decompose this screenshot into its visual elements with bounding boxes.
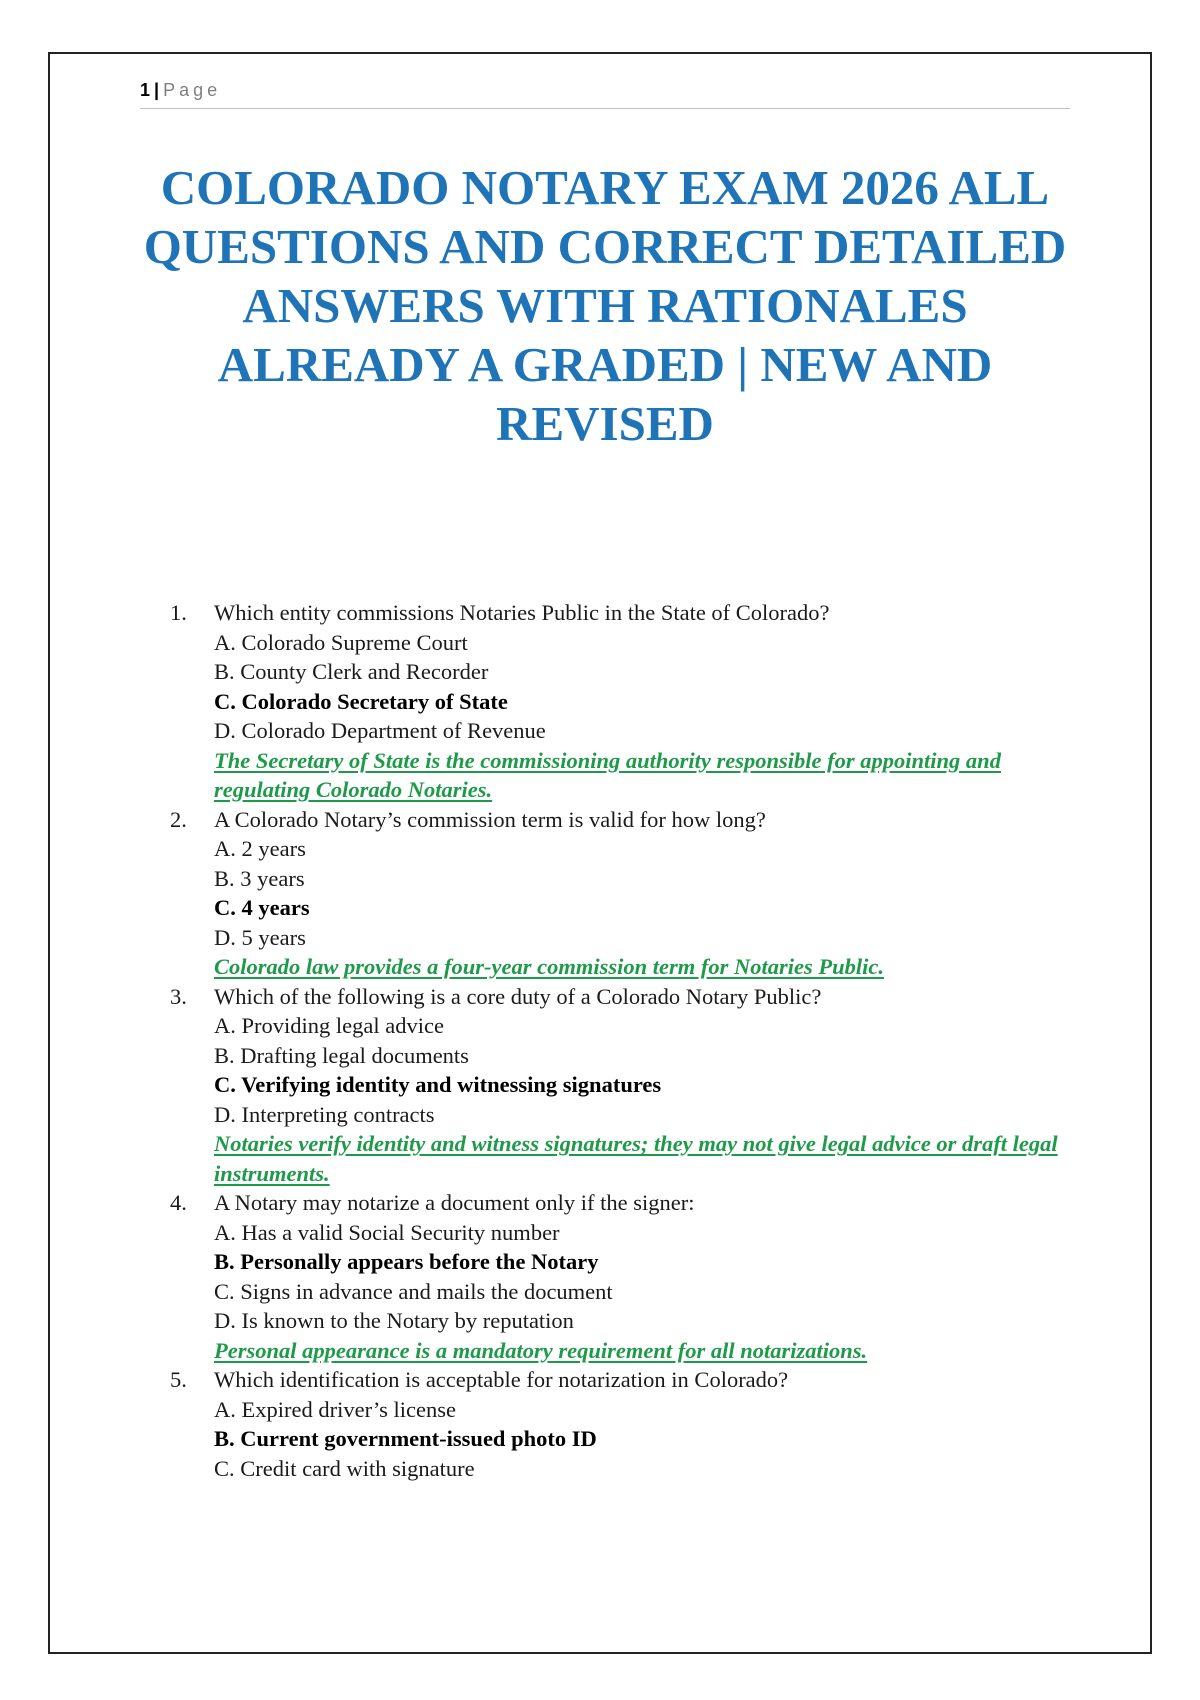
question-body xyxy=(214,1188,1070,1365)
question-text: A Colorado Notary’s commission term is valid for how long? xyxy=(214,806,766,832)
question-number: 4. xyxy=(170,1190,187,1215)
question-item xyxy=(170,1188,1070,1365)
correct-answer-option: C. Verifying identity and witnessing signatures xyxy=(214,1072,662,1097)
question-item xyxy=(170,1365,1070,1483)
question-item xyxy=(170,598,1070,805)
question-body xyxy=(214,1365,1070,1483)
question-list xyxy=(170,598,1070,1483)
correct-answer-option: C. 4 years xyxy=(214,895,310,920)
answer-option: D. Interpreting contracts xyxy=(214,1101,435,1127)
document-title: COLORADO NOTARY EXAM 2026 ALL QUESTIONS AND CORRECT DETAILED ANSWERS WITH RATIONALES ALREADY A GRADED | NEW AND REVISED xyxy=(143,160,1067,451)
answer-rationale: Personal appearance is a mandatory requirement for all notarizations. xyxy=(214,1337,868,1363)
answer-option: D. 5 years xyxy=(214,924,306,950)
correct-answer-option: B. Personally appears before the Notary xyxy=(214,1249,599,1274)
answer-option: D. Colorado Department of Revenue xyxy=(214,718,546,743)
question-item xyxy=(170,805,1070,982)
answer-option: B. 3 years xyxy=(214,865,305,891)
page-word: Page xyxy=(163,80,222,100)
answer-option: A. Has a valid Social Security number xyxy=(214,1219,560,1245)
page-separator: | xyxy=(154,80,160,100)
question-number: 3. xyxy=(170,983,187,1009)
question-text: Which identification is acceptable for notarization in Colorado? xyxy=(214,1367,789,1392)
question-number: 5. xyxy=(170,1367,187,1392)
question-text: Which entity commissions Notaries Public in the State of Colorado? xyxy=(214,600,830,625)
question-body xyxy=(214,805,1070,982)
correct-answer-option: B. Current government-issued photo ID xyxy=(214,1426,597,1451)
answer-option: A. 2 years xyxy=(214,836,306,861)
answer-option: A. Colorado Supreme Court xyxy=(214,629,468,655)
answer-option: A. Providing legal advice xyxy=(214,1013,444,1038)
question-text: Which of the following is a core duty of a Colorado Notary Public? xyxy=(214,983,822,1009)
question-number: 1. xyxy=(170,600,187,625)
answer-option: C. Signs in advance and mails the document xyxy=(214,1278,613,1304)
answer-rationale: Notaries verify identity and witness signatures; they may not give legal advice or draft legal instruments. xyxy=(214,1131,1058,1186)
page-header xyxy=(140,80,1070,109)
answer-option: B. County Clerk and Recorder xyxy=(214,659,489,684)
question-body xyxy=(214,598,1070,805)
answer-option: C. Credit card with signature xyxy=(214,1455,475,1481)
correct-answer-option: C. Colorado Secretary of State xyxy=(214,688,508,714)
page-number: 1 xyxy=(140,80,151,100)
answer-rationale: Colorado law provides a four-year commission term for Notaries Public. xyxy=(214,954,885,979)
answer-option: D. Is known to the Notary by reputation xyxy=(214,1308,574,1333)
answer-option: B. Drafting legal documents xyxy=(214,1042,469,1068)
answer-option: A. Expired driver’s license xyxy=(214,1396,457,1422)
question-text: A Notary may notarize a document only if the signer: xyxy=(214,1190,695,1215)
question-body xyxy=(214,982,1070,1189)
answer-rationale: The Secretary of State is the commissioning authority responsible for appointing and regulating Colorado Notaries. xyxy=(214,747,1001,802)
question-item xyxy=(170,982,1070,1189)
question-number: 2. xyxy=(170,806,187,832)
